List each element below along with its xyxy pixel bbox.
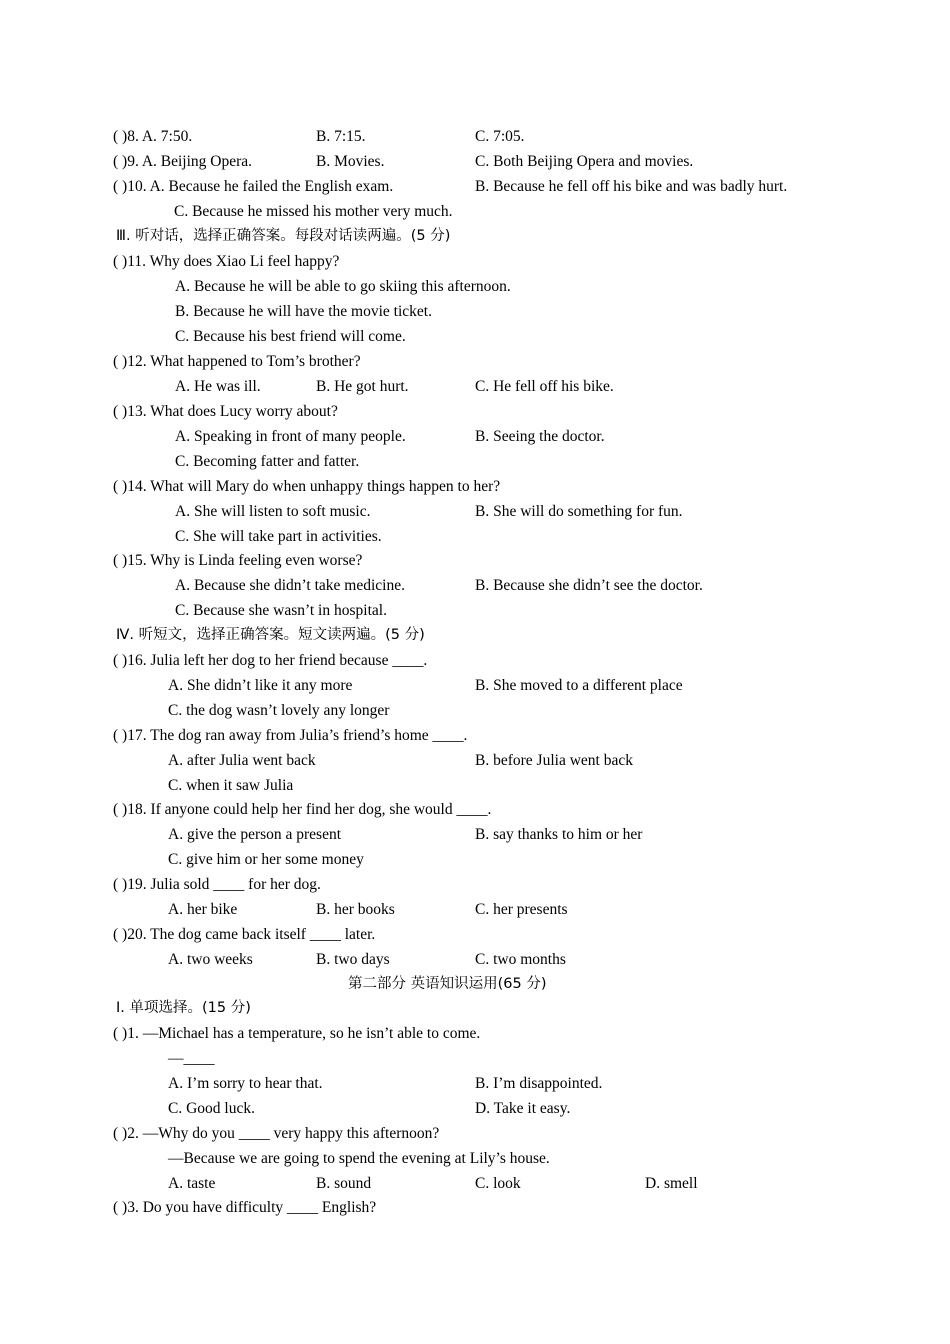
- question-19-option-b: B. her books: [316, 901, 395, 918]
- knowledge-3-stem: ( )3. Do you have difficulty ____ English?: [113, 1199, 377, 1216]
- question-14-stem: ( )14. What will Mary do when unhappy things happen to her?: [113, 478, 501, 495]
- question-12-stem: ( )12. What happened to Tom’s brother?: [113, 353, 361, 370]
- question-14-option-c: C. She will take part in activities.: [175, 528, 382, 545]
- question-18-option-c: C. give him or her some money: [168, 851, 364, 868]
- knowledge-2-option-b: B. sound: [316, 1175, 372, 1192]
- knowledge-2-reply: —Because we are going to spend the evening at Lily’s house.: [168, 1150, 550, 1167]
- question-13-stem: ( )13. What does Lucy worry about?: [113, 403, 338, 420]
- question-9-option-c: C. Both Beijing Opera and movies.: [475, 153, 694, 170]
- question-12-option-a: A. He was ill.: [175, 378, 261, 395]
- question-13-option-c: C. Becoming fatter and fatter.: [175, 453, 360, 470]
- question-20-option-a: A. two weeks: [168, 951, 253, 968]
- question-15-option-b: B. Because she didn’t see the doctor.: [475, 577, 703, 594]
- knowledge-2-stem: ( )2. —Why do you ____ very happy this afternoon?: [113, 1125, 440, 1142]
- question-15-option-c: C. Because she wasn’t in hospital.: [175, 602, 387, 619]
- knowledge-1-option-b: B. I’m disappointed.: [475, 1075, 603, 1092]
- question-18-option-b: B. say thanks to him or her: [475, 826, 643, 843]
- question-20-option-b: B. two days: [316, 951, 390, 968]
- question-10-option-b: B. Because he fell off his bike and was badly hurt.: [475, 178, 788, 195]
- question-11-option-c: C. Because his best friend will come.: [175, 328, 406, 345]
- knowledge-2-option-d: D. smell: [645, 1175, 698, 1192]
- question-11-stem: ( )11. Why does Xiao Li feel happy?: [113, 253, 340, 270]
- knowledge-1-option-a: A. I’m sorry to hear that.: [168, 1075, 323, 1092]
- question-17-option-b: B. before Julia went back: [475, 752, 633, 769]
- part-2-title: 第二部分 英语知识运用(65 分): [348, 976, 547, 992]
- question-13-option-b: B. Seeing the doctor.: [475, 428, 605, 445]
- question-18-option-a: A. give the person a present: [168, 826, 342, 843]
- knowledge-2-option-a: A. taste: [168, 1175, 216, 1192]
- question-10-option-c: C. Because he missed his mother very much.: [174, 203, 453, 220]
- question-15-option-a: A. Because she didn’t take medicine.: [175, 577, 405, 594]
- question-14-option-b: B. She will do something for fun.: [475, 503, 683, 520]
- knowledge-1-stem: ( )1. —Michael has a temperature, so he isn’t able to come.: [113, 1025, 481, 1042]
- question-16-option-b: B. She moved to a different place: [475, 677, 683, 694]
- question-17-stem: ( )17. The dog ran away from Julia’s friend’s home ____.: [113, 727, 468, 744]
- question-13-option-a: A. Speaking in front of many people.: [175, 428, 406, 445]
- question-8-option-b: B. 7:15.: [316, 128, 366, 145]
- question-19-option-c: C. her presents: [475, 901, 568, 918]
- question-19-option-a: A. her bike: [168, 901, 238, 918]
- question-8-option-c: C. 7:05.: [475, 128, 525, 145]
- question-11-option-a: A. Because he will be able to go skiing this afternoon.: [175, 278, 511, 295]
- question-9-option-b: B. Movies.: [316, 153, 385, 170]
- question-9-stem: ( )9. A. Beijing Opera.: [113, 153, 253, 170]
- question-8-stem: ( )8. A. 7:50.: [113, 128, 193, 145]
- question-12-option-b: B. He got hurt.: [316, 378, 409, 395]
- question-19-stem: ( )19. Julia sold ____ for her dog.: [113, 876, 321, 893]
- knowledge-1-reply: —____: [168, 1050, 215, 1067]
- question-16-option-c: C. the dog wasn’t lovely any longer: [168, 702, 390, 719]
- question-20-option-c: C. two months: [475, 951, 566, 968]
- section-1-heading: Ⅰ. 单项选择。(15 分): [116, 1000, 251, 1016]
- section-3-heading: Ⅲ. 听对话，选择正确答案。每段对话读两遍。(5 分): [116, 228, 451, 244]
- question-16-option-a: A. She didn’t like it any more: [168, 677, 353, 694]
- knowledge-1-option-c: C. Good luck.: [168, 1100, 255, 1117]
- knowledge-2-option-c: C. look: [475, 1175, 521, 1192]
- question-15-stem: ( )15. Why is Linda feeling even worse?: [113, 552, 363, 569]
- question-17-option-a: A. after Julia went back: [168, 752, 316, 769]
- question-16-stem: ( )16. Julia left her dog to her friend because ____.: [113, 652, 428, 669]
- question-11-option-b: B. Because he will have the movie ticket.: [175, 303, 432, 320]
- section-4-heading: Ⅳ. 听短文，选择正确答案。短文读两遍。(5 分): [116, 627, 425, 643]
- question-12-option-c: C. He fell off his bike.: [475, 378, 614, 395]
- question-10-stem: ( )10. A. Because he failed the English exam.: [113, 178, 394, 195]
- question-18-stem: ( )18. If anyone could help her find her dog, she would ____.: [113, 801, 492, 818]
- question-17-option-c: C. when it saw Julia: [168, 777, 294, 794]
- question-14-option-a: A. She will listen to soft music.: [175, 503, 371, 520]
- knowledge-1-option-d: D. Take it easy.: [475, 1100, 571, 1117]
- question-20-stem: ( )20. The dog came back itself ____ later.: [113, 926, 376, 943]
